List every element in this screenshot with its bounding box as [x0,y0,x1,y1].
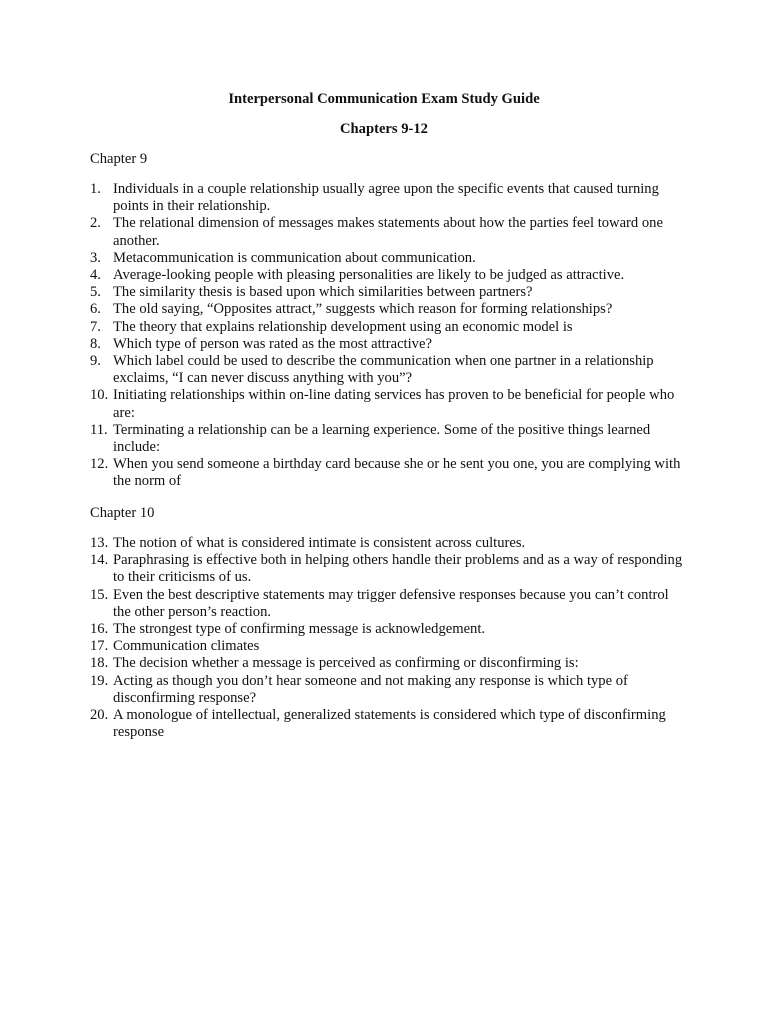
question-item [90,250,690,267]
question-number: 8. [90,335,101,352]
question-item [90,387,690,421]
question-number: 9. [90,353,101,370]
question-number: 6. [90,301,101,318]
question-text: Average-looking people with pleasing personalities are likely to be judged as attractive. [113,267,625,284]
question-number: 11. [90,421,108,438]
question-text: Metacommunication is communication about communication. [113,249,476,266]
question-number: 17. [90,638,109,655]
question-text: Which label could be used to describe the communication when one partner in a relationship exclaims, “I can never discuss anything with you”? [113,353,654,387]
question-item [90,215,690,249]
document-title: Interpersonal Communication Exam Study Guide [228,91,540,107]
question-item [90,621,690,638]
question-text: Individuals in a couple relationship usually agree upon the specific events that caused turning points in their relationship. [113,181,659,215]
question-item [90,319,690,336]
document-subtitle: Chapters 9-12 [340,121,428,137]
question-item [90,284,690,301]
question-item [90,655,690,672]
question-number: 14. [90,552,109,569]
question-number: 7. [90,318,101,335]
question-item [90,456,690,490]
question-text: The decision whether a message is perceived as confirming or disconfirming is: [113,655,579,672]
question-item [90,673,690,707]
question-item [90,552,690,586]
question-text: Acting as though you don’t hear someone and not making any response is which type of disconfirming response? [113,672,628,706]
question-text: The theory that explains relationship development using an economic model is [113,318,573,335]
question-text: Communication climates [113,638,260,655]
question-number: 10. [90,387,109,404]
question-text: Which type of person was rated as the most attractive? [113,335,432,352]
chapter-9-question-list [90,181,690,491]
question-text: The old saying, “Opposites attract,” suggests which reason for forming relationships? [113,301,613,318]
chapter-9-heading: Chapter 9 [90,151,148,167]
question-number: 12. [90,456,109,473]
question-item [90,353,690,387]
question-text: Initiating relationships within on-line dating services has proven to be beneficial for people who are: [113,387,675,421]
question-text: Terminating a relationship can be a learning experience. Some of the positive things learned include: [113,421,651,456]
question-item [90,707,690,741]
question-item [90,422,690,456]
question-number: 16. [90,621,109,638]
question-text: The strongest type of confirming message is acknowledgement. [113,621,486,638]
question-number: 15. [90,586,109,603]
question-text: A monologue of intellectual, generalized statements is considered which type of disconfirming response [113,707,666,741]
question-item [90,535,690,552]
question-item [90,336,690,353]
question-text: When you send someone a birthday card because she or he sent you one, you are complying with the norm of [113,456,681,490]
question-item [90,638,690,655]
chapter-10-heading: Chapter 10 [90,505,155,521]
question-number: 3. [90,249,101,266]
question-item [90,587,690,621]
question-text: The relational dimension of messages makes statements about how the parties feel toward one another. [113,215,663,249]
question-number: 13. [90,535,109,551]
question-text: Even the best descriptive statements may trigger defensive responses because you can’t control the other person’s reaction. [113,586,669,620]
chapter-10-question-list [90,535,690,741]
question-number: 5. [90,284,101,301]
question-number: 2. [90,215,101,232]
question-text: Paraphrasing is effective both in helping others handle their problems and as a way of responding to their criticisms of us. [113,552,683,586]
question-text: The similarity thesis is based upon which similarities between partners? [113,284,533,301]
question-number: 20. [90,707,109,724]
question-number: 18. [90,655,109,672]
question-text: The notion of what is considered intimate is consistent across cultures. [113,535,526,551]
question-item [90,301,690,318]
question-item [90,181,690,215]
question-item [90,267,690,284]
question-number: 19. [90,672,109,689]
question-number: 1. [90,181,101,197]
question-number: 4. [90,267,101,284]
